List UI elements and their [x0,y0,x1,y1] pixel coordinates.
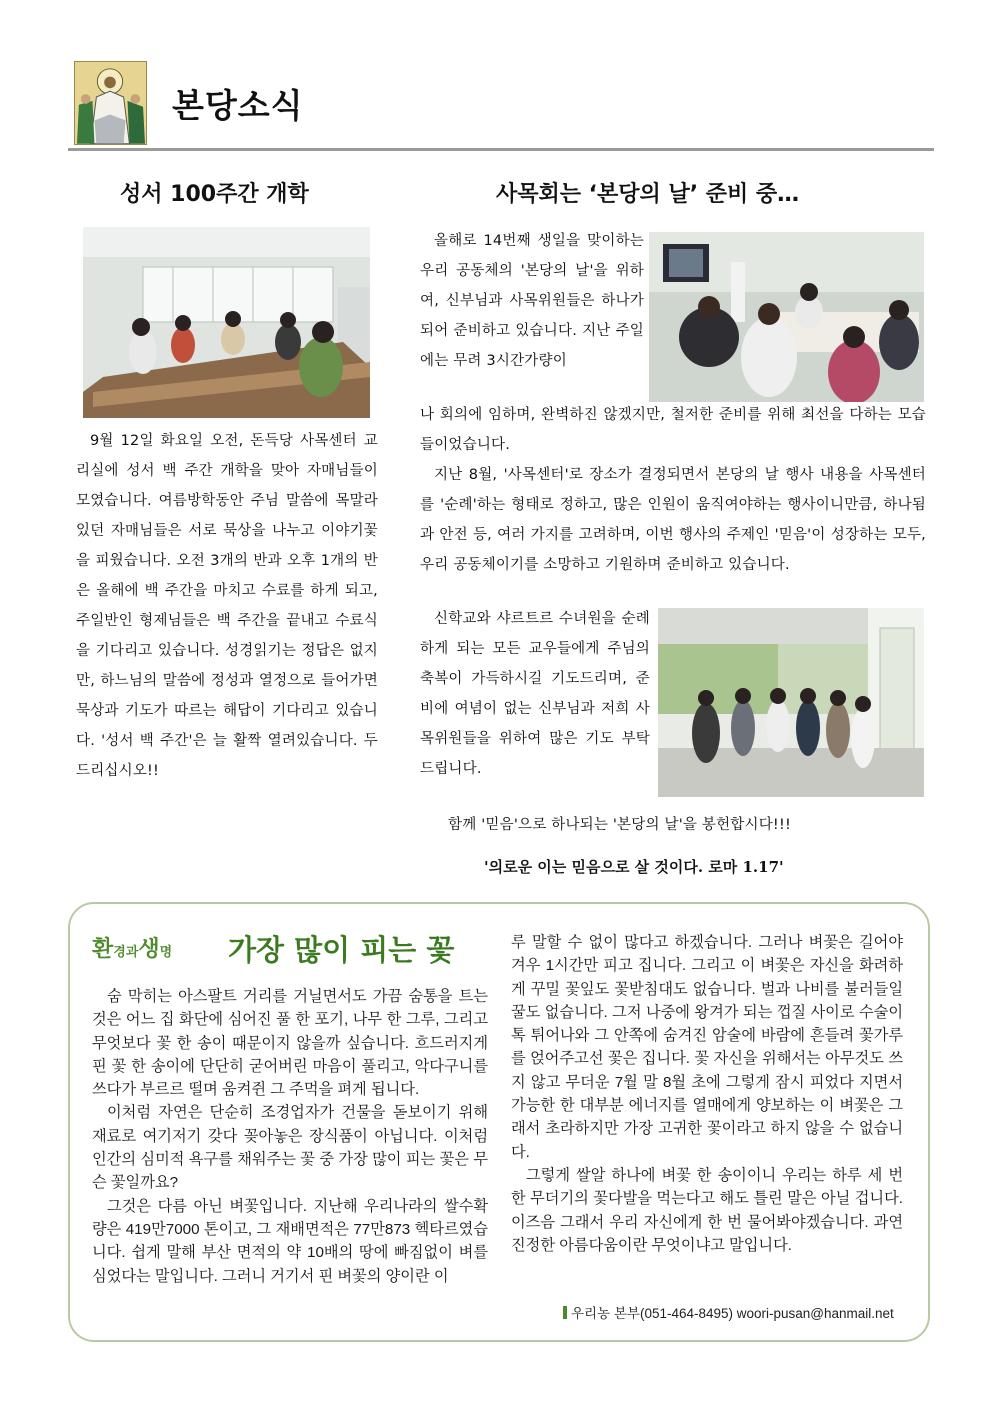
left-article-headline: 성서 100주간 개학 [120,182,309,207]
header-divider [68,148,934,151]
label-char-1: 환 [92,937,114,962]
environment-column-left [92,985,488,1288]
right-article-paragraph-1a: 올해로 14번째 생일을 맞이하는 우리 공동체의 '본당의 날'을 위하여, 신부님과 사목위원들은 하나가 되어 준비하고 있습니다. 지난 주일에는 무려 3시간가량이 [420,233,644,369]
label-char-4: 명 [159,945,173,960]
column-credit [563,1302,894,1322]
env-paragraph-continued: 루 말할 수 없이 많다고 하겠습니다. 그러나 벼꽃은 길어야 겨우 1시간만 피고 집니다. 그리고 이 벼꽃은 자신을 화려하게 꾸밀 꽃잎도 꽃받침대도 없습니다. 벌과 나비를 불러들일 꿀도 없습니다. 그저 나중에 왕겨가 되는 껍질 사이로 수술이 톡 튀어나와 그 안쪽에 숨겨진 암술에 바람에 흔들려 꽃가루를 얹어주고선 꽃은 집니다. 꽃 자신을 위해서는 아무것도 쓰지 않고 무더운 7월 말 8월 초에 그렇게 잠시 피었다 지면서 가능한 한 대부분 에너지를 열매에게 양보하는 이 벼꽃은 그래서 초라하지만 가장 고귀한 꽃이라고 하지 않을 수 없습니다. [511,934,903,1161]
label-char-3: 생 [138,937,160,962]
meeting-photo [649,232,924,402]
credit-bar-icon [563,1306,567,1319]
classroom-photo [83,227,370,418]
environment-column-right [511,931,903,1257]
env-paragraph: 이처럼 자연은 단순히 조경업자가 건물을 돋보이기 위해 재료로 여기저기 갖다 꽂아놓은 장식품이 아닙니다. 이처럼 인간의 심미적 욕구를 채워주는 꽃 중 가장 많이 피는 꽃은 무슨 꽃일까요? [92,1104,488,1192]
scripture-quote: '의로운 이는 믿음으로 살 것이다. 로마 1.17' [484,858,784,876]
right-article-paragraph-4: 함께 '믿음'으로 하나되는 '본당의 날'을 봉헌합시다!!! [448,817,791,833]
left-article-body: 9월 12일 화요일 오전, 돈득당 사목센터 교리실에 성서 백 주간 개학을 맞아 자매님들이 모였습니다. 여름방학동안 주님 말씀에 목말라 있던 자매님들은 서로 묵상을 나누고 이야기꽃을 피웠습니다. 오전 3개의 반과 오후 1개의 반은 올해에 백 주간을 마치고 수료를 하게 되고, 주일반인 형제님들은 백 주간을 끝내고 수료식을 기다리고 있습니다. 성경읽기는 정답은 없지만, 하느님의 말씀에 정성과 열정으로 들어가면 묵상과 기도가 따르는 해답이 기다리고 있습니다. '성서 백 주간'은 늘 활짝 열려있습니다. 두드리십시오!! [76,433,378,779]
environment-column-title: 가장 많이 피는 꽃 [228,933,455,967]
right-article-paragraph-1b [420,400,926,460]
env-paragraph: 그것은 다름 아닌 벼꽃입니다. 지난해 우리나라의 쌀수확량은 419만7000 톤이고, 그 재배면적은 77만873 헥타르였습니다. 쉽게 말해 부산 면적의 약 10배의 땅에 빠짐없이 벼를 심었다는 말입니다. 그러니 거기서 핀 벼꽃의 양이란 이 [92,1197,488,1285]
right-article-paragraph-3: 신학교와 샤르트르 수녀원을 순례하게 되는 모든 교우들에게 주님의 축복이 가득하시길 기도드리며, 준비에 여념이 없는 신부님과 저희 사목위원들을 위하여 많은 기도 부탁드립니다. [420,611,650,777]
label-char-2: 경과 [113,945,139,960]
christ-icon [75,62,146,144]
right-article-paragraph-1b-text: 나 회의에 임하며, 완벽하진 않겠지만, 철저한 준비를 위해 최선을 다하는 모습들이었습니다. [420,407,926,453]
pilgrimage-photo [658,608,924,797]
parish-logo [74,61,147,145]
right-article-headline: 사목회는 ‘본당의 날’ 준비 중… [496,182,800,207]
credit-text: 우리농 본부(051-464-8495) woori-pusan@hanmail.net [571,1306,894,1321]
env-paragraph: 그렇게 쌀알 하나에 벼꽃 한 송이이니 우리는 하루 세 번 한 무더기의 꽃다발을 먹는다고 해도 틀린 말은 아닐 겁니다. 이즈음 그래서 우리 자신에게 한 번 물어봐야겠습니다. 과연 진정한 아름다움이란 무엇이냐고 말입니다. [511,1166,903,1254]
environment-life-label [92,932,172,963]
env-paragraph: 숨 막히는 아스팔트 거리를 거닐면서도 가끔 숨통을 트는 것은 어느 집 화단에 심어진 풀 한 포기, 나무 한 그루, 그리고 무엇보다 꽃 한 송이 때문이지 않을까 싶습니다. 흐드러지게 핀 꽃 한 송이에 단단히 굳어버린 마음이 풀리고, 악다구니를 쓰다가 부르르 떨며 움켜쥔 그 주먹을 펴게 됩니다. [92,988,488,1099]
page-title: 본당소식 [172,86,304,125]
right-article-paragraph-2: 지난 8월, '사목센터'로 장소가 결정되면서 본당의 날 행사 내용을 사목센터를 '순례'하는 형태로 정하고, 많은 인원이 움직여야하는 행사이니만큼, 하나됨과 안전 등, 여러 가지를 고려하며, 이번 행사의 주제인 '믿음'이 성장하는 모두, 우리 공동체이기를 소망하고 기원하며 준비하고 있습니다. [420,467,926,573]
